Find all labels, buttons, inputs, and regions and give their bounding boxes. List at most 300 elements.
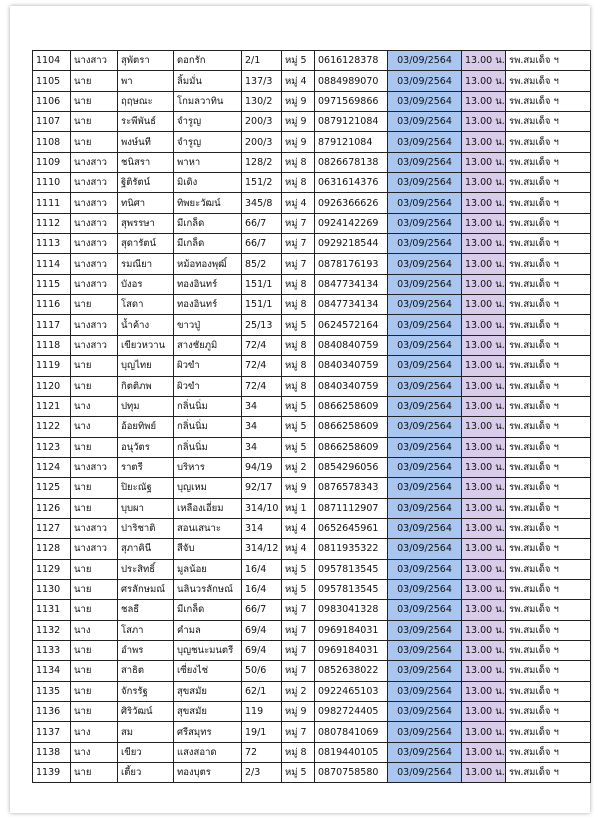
- last-name-cell: มีเกล็ด: [174, 600, 242, 620]
- house-number-cell: 69/4: [242, 620, 282, 640]
- name-prefix-cell: นาย: [71, 91, 118, 111]
- location-cell: รพ.สมเด็จ ฯ: [506, 274, 591, 294]
- location-cell: รพ.สมเด็จ ฯ: [506, 234, 591, 254]
- last-name-cell: มิเดิง: [174, 173, 242, 193]
- village-number-cell: หมู่ 7: [282, 640, 315, 660]
- phone-number-cell: 0840340759: [315, 356, 388, 376]
- row-number-cell: 1139: [33, 763, 71, 783]
- name-prefix-cell: นาย: [71, 763, 118, 783]
- phone-number-cell: 0807841069: [315, 722, 388, 742]
- village-number-cell: หมู่ 7: [282, 254, 315, 274]
- first-name-cell: บุญไทย: [118, 356, 174, 376]
- row-number-cell: 1116: [33, 295, 71, 315]
- appointment-date-cell: 03/09/2564: [388, 722, 462, 742]
- row-number-cell: 1137: [33, 722, 71, 742]
- appointment-time-cell: 13.00 น.: [462, 722, 506, 742]
- house-number-cell: 34: [242, 396, 282, 416]
- phone-number-cell: 0884989070: [315, 71, 388, 91]
- appointment-date-cell: 03/09/2564: [388, 681, 462, 701]
- row-number-cell: 1118: [33, 335, 71, 355]
- village-number-cell: หมู่ 7: [282, 661, 315, 681]
- appointment-time-cell: 13.00 น.: [462, 742, 506, 762]
- last-name-cell: ทองอินทร์: [174, 274, 242, 294]
- table-row: [33, 335, 591, 355]
- table-row: [33, 51, 591, 71]
- phone-number-cell: 0866258609: [315, 417, 388, 437]
- village-number-cell: หมู่ 7: [282, 722, 315, 742]
- table-row: [33, 274, 591, 294]
- table-row: [33, 763, 591, 783]
- phone-number-cell: 0871112907: [315, 498, 388, 518]
- name-prefix-cell: นาย: [71, 356, 118, 376]
- house-number-cell: 2/1: [242, 51, 282, 71]
- name-prefix-cell: นาย: [71, 71, 118, 91]
- village-number-cell: หมู่ 5: [282, 315, 315, 335]
- name-prefix-cell: นาย: [71, 437, 118, 457]
- first-name-cell: พงษ์นที: [118, 132, 174, 152]
- location-cell: รพ.สมเด็จ ฯ: [506, 254, 591, 274]
- appointment-time-cell: 13.00 น.: [462, 71, 506, 91]
- village-number-cell: หมู่ 7: [282, 213, 315, 233]
- location-cell: รพ.สมเด็จ ฯ: [506, 335, 591, 355]
- row-number-cell: 1109: [33, 152, 71, 172]
- village-number-cell: หมู่ 8: [282, 356, 315, 376]
- row-number-cell: 1138: [33, 742, 71, 762]
- appointment-time-cell: 13.00 น.: [462, 193, 506, 213]
- appointment-date-cell: 03/09/2564: [388, 193, 462, 213]
- village-number-cell: หมู่ 9: [282, 132, 315, 152]
- name-prefix-cell: นาย: [71, 579, 118, 599]
- location-cell: รพ.สมเด็จ ฯ: [506, 437, 591, 457]
- village-number-cell: หมู่ 8: [282, 152, 315, 172]
- first-name-cell: ทนิศา: [118, 193, 174, 213]
- phone-number-cell: 0866258609: [315, 396, 388, 416]
- appointment-date-cell: 03/09/2564: [388, 396, 462, 416]
- row-number-cell: 1128: [33, 539, 71, 559]
- table-row: [33, 152, 591, 172]
- row-number-cell: 1104: [33, 51, 71, 71]
- phone-number-cell: 0924142269: [315, 213, 388, 233]
- appointment-time-cell: 13.00 น.: [462, 579, 506, 599]
- appointment-date-cell: 03/09/2564: [388, 417, 462, 437]
- first-name-cell: จักรรัฐ: [118, 681, 174, 701]
- village-number-cell: หมู่ 8: [282, 335, 315, 355]
- house-number-cell: 16/4: [242, 559, 282, 579]
- village-number-cell: หมู่ 9: [282, 91, 315, 111]
- location-cell: รพ.สมเด็จ ฯ: [506, 640, 591, 660]
- village-number-cell: หมู่ 5: [282, 559, 315, 579]
- name-prefix-cell: นาย: [71, 681, 118, 701]
- location-cell: รพ.สมเด็จ ฯ: [506, 620, 591, 640]
- table-body: [33, 51, 591, 783]
- village-number-cell: หมู่ 2: [282, 681, 315, 701]
- last-name-cell: ทองอินทร์: [174, 295, 242, 315]
- table-row: [33, 498, 591, 518]
- document-page: [10, 6, 590, 813]
- house-number-cell: 130/2: [242, 91, 282, 111]
- village-number-cell: หมู่ 8: [282, 274, 315, 294]
- house-number-cell: 119: [242, 702, 282, 722]
- first-name-cell: ประสิทธิ์: [118, 559, 174, 579]
- village-number-cell: หมู่ 8: [282, 742, 315, 762]
- village-number-cell: หมู่ 8: [282, 173, 315, 193]
- last-name-cell: สางชัยภูมิ: [174, 335, 242, 355]
- village-number-cell: หมู่ 5: [282, 417, 315, 437]
- row-number-cell: 1133: [33, 640, 71, 660]
- first-name-cell: สาธิต: [118, 661, 174, 681]
- appointment-date-cell: 03/09/2564: [388, 437, 462, 457]
- first-name-cell: สุภาคินี: [118, 539, 174, 559]
- phone-number-cell: 0624572164: [315, 315, 388, 335]
- village-number-cell: หมู่ 2: [282, 457, 315, 477]
- name-prefix-cell: นาย: [71, 640, 118, 660]
- appointment-date-cell: 03/09/2564: [388, 702, 462, 722]
- location-cell: รพ.สมเด็จ ฯ: [506, 132, 591, 152]
- appointment-date-cell: 03/09/2564: [388, 742, 462, 762]
- last-name-cell: เหลืองเอี่ยม: [174, 498, 242, 518]
- house-number-cell: 72/4: [242, 376, 282, 396]
- location-cell: รพ.สมเด็จ ฯ: [506, 91, 591, 111]
- last-name-cell: ขาวปู่: [174, 315, 242, 335]
- first-name-cell: กิตติภพ: [118, 376, 174, 396]
- house-number-cell: 2/3: [242, 763, 282, 783]
- first-name-cell: เตี้ยว: [118, 763, 174, 783]
- first-name-cell: บุบผา: [118, 498, 174, 518]
- appointment-time-cell: 13.00 น.: [462, 152, 506, 172]
- phone-number-cell: 0982724405: [315, 702, 388, 722]
- village-number-cell: หมู่ 7: [282, 600, 315, 620]
- appointment-date-cell: 03/09/2564: [388, 539, 462, 559]
- table-row: [33, 539, 591, 559]
- appointment-date-cell: 03/09/2564: [388, 112, 462, 132]
- phone-number-cell: 0811935322: [315, 539, 388, 559]
- appointment-table: [32, 50, 591, 783]
- phone-number-cell: 0971569866: [315, 91, 388, 111]
- table-row: [33, 600, 591, 620]
- location-cell: รพ.สมเด็จ ฯ: [506, 112, 591, 132]
- name-prefix-cell: นาง: [71, 742, 118, 762]
- appointment-time-cell: 13.00 น.: [462, 51, 506, 71]
- phone-number-cell: 0847734134: [315, 274, 388, 294]
- last-name-cell: สุขสมัย: [174, 702, 242, 722]
- last-name-cell: พาหา: [174, 152, 242, 172]
- location-cell: รพ.สมเด็จ ฯ: [506, 518, 591, 538]
- name-prefix-cell: นาย: [71, 376, 118, 396]
- phone-number-cell: 0870758580: [315, 763, 388, 783]
- village-number-cell: หมู่ 5: [282, 579, 315, 599]
- first-name-cell: ราตรี: [118, 457, 174, 477]
- row-number-cell: 1125: [33, 478, 71, 498]
- first-name-cell: ชนิสรา: [118, 152, 174, 172]
- village-number-cell: หมู่ 7: [282, 234, 315, 254]
- location-cell: รพ.สมเด็จ ฯ: [506, 722, 591, 742]
- house-number-cell: 69/4: [242, 640, 282, 660]
- first-name-cell: พา: [118, 71, 174, 91]
- table-row: [33, 254, 591, 274]
- appointment-date-cell: 03/09/2564: [388, 579, 462, 599]
- first-name-cell: โสดา: [118, 295, 174, 315]
- table-row: [33, 376, 591, 396]
- village-number-cell: หมู่ 9: [282, 478, 315, 498]
- last-name-cell: นลินวรลักษณ์: [174, 579, 242, 599]
- house-number-cell: 137/3: [242, 71, 282, 91]
- phone-number-cell: 0969184031: [315, 640, 388, 660]
- house-number-cell: 85/2: [242, 254, 282, 274]
- first-name-cell: ปทุม: [118, 396, 174, 416]
- first-name-cell: สุดารัตน์: [118, 234, 174, 254]
- name-prefix-cell: นาย: [71, 661, 118, 681]
- phone-number-cell: 0826678138: [315, 152, 388, 172]
- last-name-cell: ลิ้มมั่น: [174, 71, 242, 91]
- table-row: [33, 417, 591, 437]
- table-row: [33, 112, 591, 132]
- name-prefix-cell: นาย: [71, 478, 118, 498]
- last-name-cell: บุญชนะมนตรี: [174, 640, 242, 660]
- first-name-cell: เขียว: [118, 742, 174, 762]
- appointment-date-cell: 03/09/2564: [388, 51, 462, 71]
- row-number-cell: 1130: [33, 579, 71, 599]
- first-name-cell: ปาริชาติ: [118, 518, 174, 538]
- appointment-time-cell: 13.00 น.: [462, 234, 506, 254]
- last-name-cell: กลิ่นนิ่ม: [174, 396, 242, 416]
- name-prefix-cell: นาง: [71, 620, 118, 640]
- first-name-cell: รมณียา: [118, 254, 174, 274]
- table-row: [33, 295, 591, 315]
- last-name-cell: ทองบุตร: [174, 763, 242, 783]
- house-number-cell: 345/8: [242, 193, 282, 213]
- table-row: [33, 315, 591, 335]
- row-number-cell: 1121: [33, 396, 71, 416]
- appointment-time-cell: 13.00 น.: [462, 518, 506, 538]
- row-number-cell: 1134: [33, 661, 71, 681]
- table-row: [33, 457, 591, 477]
- table-row: [33, 640, 591, 660]
- appointment-time-cell: 13.00 น.: [462, 702, 506, 722]
- phone-number-cell: 0631614376: [315, 173, 388, 193]
- village-number-cell: หมู่ 4: [282, 518, 315, 538]
- location-cell: รพ.สมเด็จ ฯ: [506, 152, 591, 172]
- appointment-time-cell: 13.00 น.: [462, 173, 506, 193]
- appointment-time-cell: 13.00 น.: [462, 640, 506, 660]
- name-prefix-cell: นางสาว: [71, 234, 118, 254]
- house-number-cell: 94/19: [242, 457, 282, 477]
- name-prefix-cell: นางสาว: [71, 518, 118, 538]
- appointment-time-cell: 13.00 น.: [462, 315, 506, 335]
- location-cell: รพ.สมเด็จ ฯ: [506, 681, 591, 701]
- last-name-cell: มีเกล็ด: [174, 213, 242, 233]
- first-name-cell: ระพีพันธ์: [118, 112, 174, 132]
- appointment-time-cell: 13.00 น.: [462, 91, 506, 111]
- table-row: [33, 71, 591, 91]
- name-prefix-cell: นาง: [71, 417, 118, 437]
- row-number-cell: 1108: [33, 132, 71, 152]
- row-number-cell: 1129: [33, 559, 71, 579]
- appointment-time-cell: 13.00 น.: [462, 213, 506, 233]
- appointment-date-cell: 03/09/2564: [388, 91, 462, 111]
- appointment-date-cell: 03/09/2564: [388, 600, 462, 620]
- row-number-cell: 1119: [33, 356, 71, 376]
- last-name-cell: ทิพยะวัฒน์: [174, 193, 242, 213]
- name-prefix-cell: นาง: [71, 396, 118, 416]
- first-name-cell: ปิยะณัฐ: [118, 478, 174, 498]
- appointment-date-cell: 03/09/2564: [388, 559, 462, 579]
- location-cell: รพ.สมเด็จ ฯ: [506, 213, 591, 233]
- phone-number-cell: 0879121084: [315, 112, 388, 132]
- location-cell: รพ.สมเด็จ ฯ: [506, 600, 591, 620]
- house-number-cell: 66/7: [242, 600, 282, 620]
- appointment-time-cell: 13.00 น.: [462, 661, 506, 681]
- appointment-date-cell: 03/09/2564: [388, 132, 462, 152]
- table-row: [33, 396, 591, 416]
- phone-number-cell: 0926366626: [315, 193, 388, 213]
- appointment-date-cell: 03/09/2564: [388, 71, 462, 91]
- row-number-cell: 1117: [33, 315, 71, 335]
- appointment-date-cell: 03/09/2564: [388, 640, 462, 660]
- row-number-cell: 1132: [33, 620, 71, 640]
- location-cell: รพ.สมเด็จ ฯ: [506, 71, 591, 91]
- village-number-cell: หมู่ 8: [282, 376, 315, 396]
- house-number-cell: 66/7: [242, 213, 282, 233]
- location-cell: รพ.สมเด็จ ฯ: [506, 193, 591, 213]
- name-prefix-cell: นาย: [71, 132, 118, 152]
- appointment-date-cell: 03/09/2564: [388, 234, 462, 254]
- row-number-cell: 1126: [33, 498, 71, 518]
- first-name-cell: อ้อยทิพย์: [118, 417, 174, 437]
- last-name-cell: กลิ่นนิ่ม: [174, 437, 242, 457]
- village-number-cell: หมู่ 4: [282, 539, 315, 559]
- appointment-date-cell: 03/09/2564: [388, 152, 462, 172]
- table-row: [33, 437, 591, 457]
- house-number-cell: 62/1: [242, 681, 282, 701]
- table-row: [33, 742, 591, 762]
- house-number-cell: 72: [242, 742, 282, 762]
- name-prefix-cell: นางสาว: [71, 51, 118, 71]
- row-number-cell: 1110: [33, 173, 71, 193]
- phone-number-cell: 0840840759: [315, 335, 388, 355]
- appointment-date-cell: 03/09/2564: [388, 518, 462, 538]
- phone-number-cell: 0854296056: [315, 457, 388, 477]
- name-prefix-cell: นางสาว: [71, 193, 118, 213]
- row-number-cell: 1123: [33, 437, 71, 457]
- row-number-cell: 1135: [33, 681, 71, 701]
- last-name-cell: ศรีสมุทร: [174, 722, 242, 742]
- table-row: [33, 559, 591, 579]
- first-name-cell: ชลธี: [118, 600, 174, 620]
- appointment-time-cell: 13.00 น.: [462, 437, 506, 457]
- name-prefix-cell: นางสาว: [71, 539, 118, 559]
- house-number-cell: 50/6: [242, 661, 282, 681]
- appointment-date-cell: 03/09/2564: [388, 295, 462, 315]
- village-number-cell: หมู่ 5: [282, 51, 315, 71]
- appointment-date-cell: 03/09/2564: [388, 620, 462, 640]
- last-name-cell: ผิวขำ: [174, 376, 242, 396]
- row-number-cell: 1113: [33, 234, 71, 254]
- appointment-time-cell: 13.00 น.: [462, 376, 506, 396]
- village-number-cell: หมู่ 4: [282, 71, 315, 91]
- appointment-time-cell: 13.00 น.: [462, 254, 506, 274]
- phone-number-cell: 0957813545: [315, 559, 388, 579]
- location-cell: รพ.สมเด็จ ฯ: [506, 376, 591, 396]
- table-row: [33, 722, 591, 742]
- name-prefix-cell: นางสาว: [71, 173, 118, 193]
- village-number-cell: หมู่ 8: [282, 295, 315, 315]
- village-number-cell: หมู่ 1: [282, 498, 315, 518]
- table-row: [33, 702, 591, 722]
- appointment-date-cell: 03/09/2564: [388, 498, 462, 518]
- appointment-time-cell: 13.00 น.: [462, 457, 506, 477]
- house-number-cell: 16/4: [242, 579, 282, 599]
- row-number-cell: 1127: [33, 518, 71, 538]
- phone-number-cell: 0616128378: [315, 51, 388, 71]
- location-cell: รพ.สมเด็จ ฯ: [506, 559, 591, 579]
- house-number-cell: 34: [242, 417, 282, 437]
- row-number-cell: 1122: [33, 417, 71, 437]
- table-row: [33, 132, 591, 152]
- appointment-time-cell: 13.00 น.: [462, 112, 506, 132]
- location-cell: รพ.สมเด็จ ฯ: [506, 173, 591, 193]
- location-cell: รพ.สมเด็จ ฯ: [506, 579, 591, 599]
- phone-number-cell: 0983041328: [315, 600, 388, 620]
- village-number-cell: หมู่ 9: [282, 702, 315, 722]
- appointment-date-cell: 03/09/2564: [388, 356, 462, 376]
- location-cell: รพ.สมเด็จ ฯ: [506, 763, 591, 783]
- phone-number-cell: 0922465103: [315, 681, 388, 701]
- house-number-cell: 200/3: [242, 132, 282, 152]
- appointment-time-cell: 13.00 น.: [462, 539, 506, 559]
- name-prefix-cell: นางสาว: [71, 254, 118, 274]
- appointment-time-cell: 13.00 น.: [462, 274, 506, 294]
- row-number-cell: 1112: [33, 213, 71, 233]
- table-row: [33, 213, 591, 233]
- house-number-cell: 66/7: [242, 234, 282, 254]
- location-cell: รพ.สมเด็จ ฯ: [506, 702, 591, 722]
- last-name-cell: สุขสมัย: [174, 681, 242, 701]
- village-number-cell: หมู่ 9: [282, 112, 315, 132]
- location-cell: รพ.สมเด็จ ฯ: [506, 396, 591, 416]
- table-row: [33, 681, 591, 701]
- last-name-cell: จำรูญ: [174, 112, 242, 132]
- last-name-cell: เซี่ยงไช่: [174, 661, 242, 681]
- appointment-date-cell: 03/09/2564: [388, 763, 462, 783]
- appointment-time-cell: 13.00 น.: [462, 763, 506, 783]
- name-prefix-cell: นาย: [71, 295, 118, 315]
- first-name-cell: ศิริวัฒน์: [118, 702, 174, 722]
- last-name-cell: ดอกรัก: [174, 51, 242, 71]
- row-number-cell: 1115: [33, 274, 71, 294]
- house-number-cell: 34: [242, 437, 282, 457]
- name-prefix-cell: นาย: [71, 559, 118, 579]
- phone-number-cell: 0866258609: [315, 437, 388, 457]
- row-number-cell: 1111: [33, 193, 71, 213]
- name-prefix-cell: นาง: [71, 722, 118, 742]
- appointment-time-cell: 13.00 น.: [462, 620, 506, 640]
- table-row: [33, 620, 591, 640]
- appointment-time-cell: 13.00 น.: [462, 600, 506, 620]
- first-name-cell: อนุวัตร: [118, 437, 174, 457]
- location-cell: รพ.สมเด็จ ฯ: [506, 498, 591, 518]
- phone-number-cell: 0840340759: [315, 376, 388, 396]
- village-number-cell: หมู่ 4: [282, 193, 315, 213]
- house-number-cell: 151/2: [242, 173, 282, 193]
- first-name-cell: สุพรรษา: [118, 213, 174, 233]
- last-name-cell: หม้อทองพุฒิ์: [174, 254, 242, 274]
- row-number-cell: 1136: [33, 702, 71, 722]
- house-number-cell: 200/3: [242, 112, 282, 132]
- last-name-cell: ผิวขำ: [174, 356, 242, 376]
- house-number-cell: 314/12: [242, 539, 282, 559]
- phone-number-cell: 0878176193: [315, 254, 388, 274]
- location-cell: รพ.สมเด็จ ฯ: [506, 742, 591, 762]
